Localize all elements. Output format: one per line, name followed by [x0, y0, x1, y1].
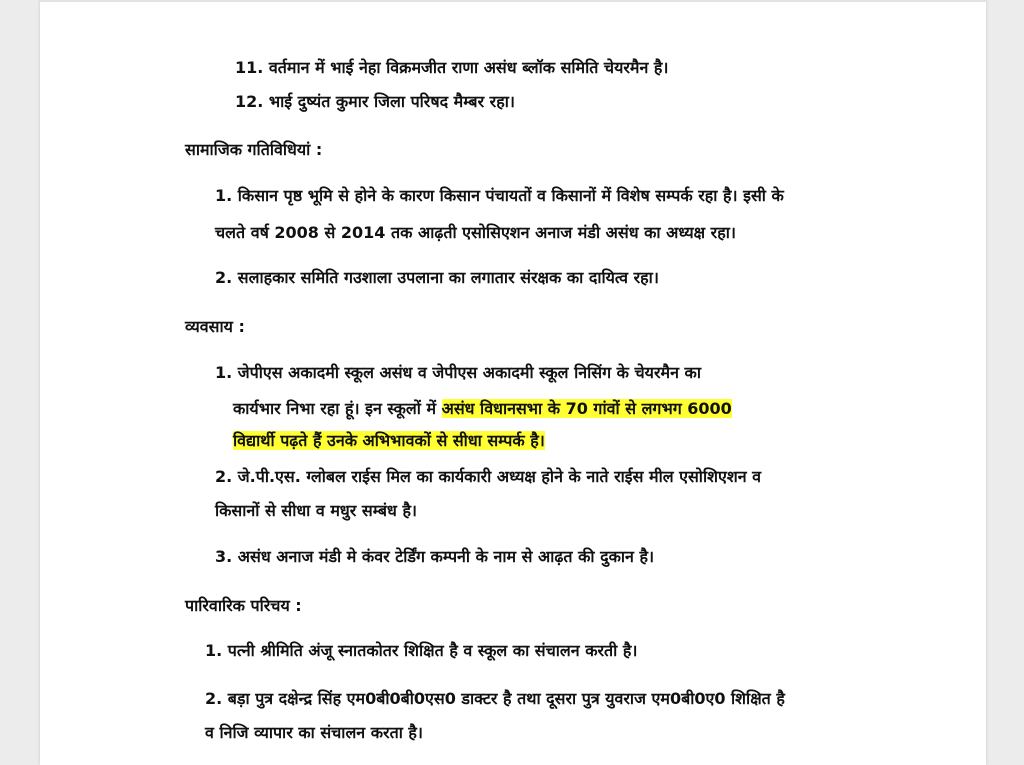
- page-top-border: [40, 0, 986, 2]
- list-item-11: 11. वर्तमान में भाई नेहा विक्रमजीत राणा असंध ब्लॉक समिति चेयरमैन है।: [235, 58, 669, 77]
- family-item-1: 1. पत्नी श्रीमिति अंजू स्नातकोतर शिक्षित है व स्कूल का संचालन करती है।: [205, 641, 638, 660]
- social-item-2: 2. सलाहकार समिति गउशाला उपलाना का लगातार संरक्षक का दायित्व रहा।: [215, 268, 659, 287]
- social-item-1-line-1: 1. किसान पृष्ठ भूमि से होने के कारण किसान पंचायतों व किसानों में विशेष सम्पर्क रहा है। इसी के: [215, 186, 784, 205]
- section-heading-social: सामाजिक गतिविधियां :: [185, 140, 323, 159]
- family-item-2-line-2: व निजि व्यापार का संचालन करता है।: [205, 723, 423, 742]
- business-item-3: 3. असंध अनाज मंडी मे कंवर टेर्डिंग कम्पनी के नाम से आढ़त की दुकान है।: [215, 547, 655, 566]
- business-item-2-line-2: किसानों से सीधा व मधुर सम्बंध है।: [215, 501, 417, 520]
- section-heading-business: व्यवसाय :: [185, 317, 245, 336]
- business-item-2-line-1: 2. जे.पी.एस. ग्लोबल राईस मिल का कार्यकारी अध्यक्ष होने के नाते राईस मील एसोशिएशन व: [215, 467, 762, 486]
- document-page: [40, 0, 986, 765]
- social-item-1-line-2: चलते वर्ष 2008 से 2014 तक आढ़ती एसोसिएशन अनाज मंडी असंध का अध्यक्ष रहा।: [215, 223, 736, 242]
- business-item-1-line-2-text: कार्यभार निभा रहा हूं। इन स्कूलों में: [233, 399, 442, 418]
- business-item-1-line-3: [233, 430, 545, 452]
- business-item-1-line-1: 1. जेपीएस अकादमी स्कूल असंध व जेपीएस अकादमी स्कूल निसिंग के चेयरमैन का: [215, 363, 701, 382]
- highlighted-text: असंध विधानसभा के 70 गांवों से लगभग 6000: [441, 399, 732, 418]
- list-item-12: 12. भाई दुष्यंत कुमार जिला परिषद मैम्बर रहा।: [235, 92, 515, 111]
- highlighted-text: विद्यार्थी पढ़ते हैं उनके अभिभावकों से सीधा सम्पर्क है।: [233, 431, 545, 450]
- section-heading-family: पारिवारिक परिचय :: [185, 596, 302, 615]
- business-item-1-line-2: [233, 398, 732, 420]
- family-item-2-line-1: 2. बड़ा पुत्र दक्षेन्द्र सिंह एम0बी0बी0एस0 डाक्टर है तथा दूसरा पुत्र युवराज एम0बी0ए0 शिक्षित है: [205, 689, 785, 708]
